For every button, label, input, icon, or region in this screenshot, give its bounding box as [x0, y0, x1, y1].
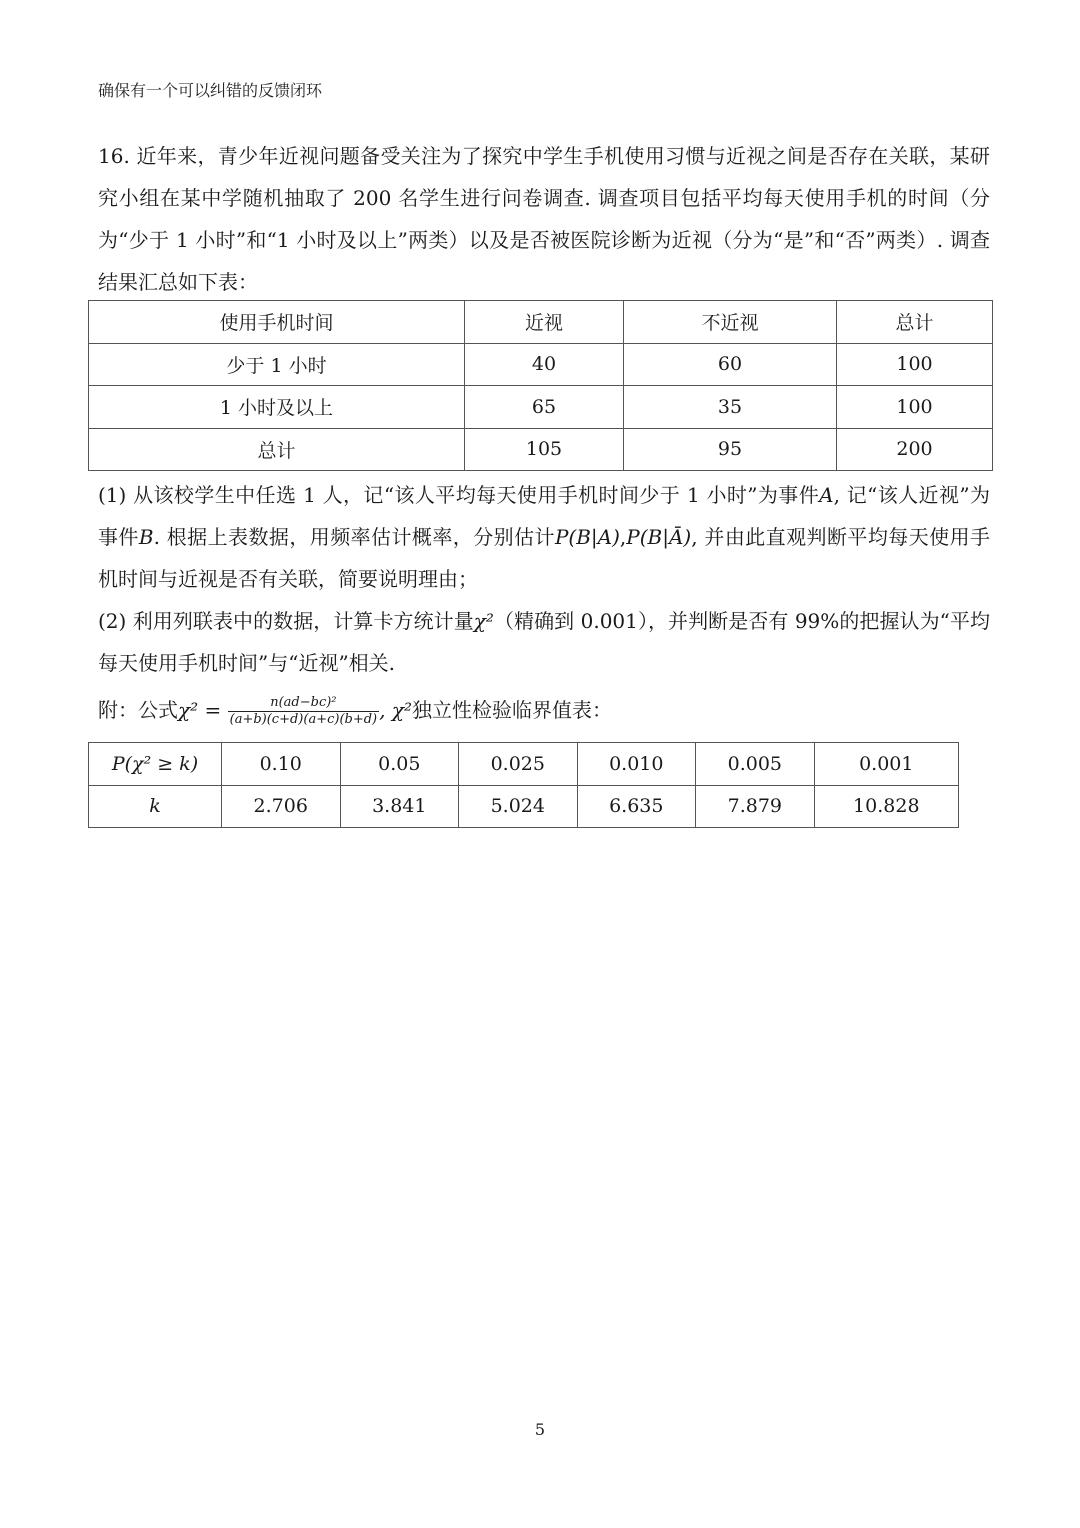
- question-parts: [98, 474, 990, 684]
- table-cell: 35: [624, 386, 837, 429]
- table-cell: 10.828: [814, 785, 958, 828]
- fraction-denominator: (a+b)(c+d)(a+c)(b+d): [229, 712, 378, 727]
- table-cell: 3.841: [340, 785, 459, 828]
- table-cell: 0.05: [340, 743, 459, 786]
- probability-expression: P(B|A): [554, 525, 620, 549]
- critical-value-table: [88, 742, 959, 828]
- table-cell: 95: [624, 428, 837, 471]
- table-cell: 0.001: [814, 743, 958, 786]
- survey-table: [88, 300, 993, 471]
- separator: ,: [619, 525, 627, 549]
- part-2: [98, 600, 990, 684]
- fraction-numerator: n(ad−bc)²: [228, 695, 380, 712]
- chi-square-symbol: χ² =: [178, 698, 222, 722]
- event-a: A: [819, 483, 834, 507]
- appendix-prefix: 附：公式: [98, 698, 178, 722]
- header-cell: 使用手机时间: [89, 301, 465, 344]
- table-cell: 1 小时及以上: [89, 386, 465, 429]
- table-cell: 60: [624, 343, 837, 386]
- appendix-suffix: 独立性检验临界值表：: [411, 698, 612, 722]
- table-cell: 总计: [89, 428, 465, 471]
- part1-text: (1) 从该校学生中任选 1 人，记“该人平均每天使用手机时间少于 1 小时”为事件: [98, 483, 820, 507]
- table-row: [89, 343, 993, 386]
- table-cell: 少于 1 小时: [89, 343, 465, 386]
- part2-text: (2) 利用列联表中的数据，计算卡方统计量: [98, 609, 474, 633]
- header-cell: 总计: [837, 301, 993, 344]
- table-cell: 65: [465, 386, 624, 429]
- appendix-formula: [98, 690, 990, 730]
- table-header-row: [89, 301, 993, 344]
- question-text: 16. 近年来，青少年近视问题备受关注为了探究中学生手机使用习惯与近视之间是否存在关联，某研究小组在某中学随机抽取了 200 名学生进行问卷调查. 调查项目包括平均每天使用手机的时间（分为“少于 1 小时”和“1 小时及以上”两类）以及是否被医院诊断为近视（分为“是”和“否”两类）. 调查结果汇总如下表：: [98, 144, 990, 294]
- part1-text: , 记“该人近视”为事件: [98, 483, 991, 549]
- event-b: B: [138, 525, 154, 549]
- formula-fraction: [228, 695, 380, 728]
- table-cell: 200: [837, 428, 993, 471]
- table-row: [89, 743, 959, 786]
- row-label: P(χ² ≥ k): [89, 743, 222, 786]
- table-row: [89, 386, 993, 429]
- chi-square-symbol: χ²: [473, 609, 494, 633]
- table-cell: 6.635: [577, 785, 696, 828]
- part-1: [98, 474, 990, 600]
- table-cell: 7.879: [696, 785, 815, 828]
- table-cell: 0.10: [222, 743, 341, 786]
- table-cell: 5.024: [459, 785, 578, 828]
- part1-text: . 根据上表数据，用频率估计概率，分别估计: [153, 525, 555, 549]
- chi-square-symbol: , χ²: [379, 698, 412, 722]
- table-row: [89, 785, 959, 828]
- header-cell: 近视: [465, 301, 624, 344]
- table-cell: 100: [837, 343, 993, 386]
- table-cell: 100: [837, 386, 993, 429]
- probability-expression: P(B|Ā): [626, 525, 692, 549]
- table-cell: 105: [465, 428, 624, 471]
- table-cell: 2.706: [222, 785, 341, 828]
- table-row: [89, 428, 993, 471]
- row-label: k: [89, 785, 222, 828]
- header-cell: 不近视: [624, 301, 837, 344]
- header-note: 确保有一个可以纠错的反馈闭环: [98, 81, 323, 100]
- table-cell: 0.010: [577, 743, 696, 786]
- part2-text: （精确到 0.001），并判断是否有 99%的把握认为“平均每天使用手机时间”与“近视”相关.: [98, 609, 990, 675]
- table-cell: 0.025: [459, 743, 578, 786]
- part1-text: , 并由此直观判断平均每天使用手机时间与近视是否有关联，简要说明理由；: [98, 525, 991, 591]
- page-number: 5: [534, 1420, 546, 1439]
- table-cell: 40: [465, 343, 624, 386]
- table-cell: 0.005: [696, 743, 815, 786]
